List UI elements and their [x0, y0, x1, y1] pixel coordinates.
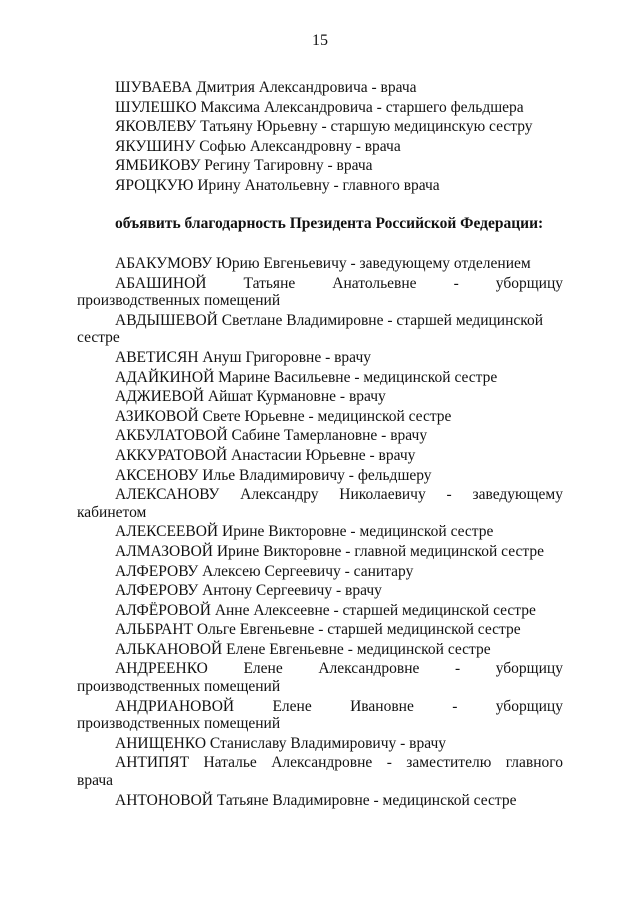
list-item-text: АККУРАТОВОЙ Анастасии Юрьевне - врачу	[115, 446, 416, 464]
word: -	[386, 754, 392, 772]
word: АБАШИНОЙ	[115, 274, 207, 292]
list-item	[77, 407, 563, 427]
list-item	[77, 485, 563, 522]
list-item-text	[77, 753, 563, 773]
word: Елене	[243, 660, 283, 678]
word: Татьяне	[243, 274, 296, 292]
list-item-text: АЛМАЗОВОЙ Ирине Викторовне - главной медицинской сестре	[115, 542, 544, 560]
word: Николаевичу	[339, 486, 426, 504]
list-item: ЯМБИКОВУ Регину Тагировну - врача	[115, 157, 373, 175]
word: Александру	[240, 486, 319, 504]
list-item-text: АЛЕКСЕЕВОЙ Ирине Викторовне - медицинской сестре	[115, 523, 494, 541]
list-item: ЯКУШИНУ Софью Александровну - врача	[115, 137, 401, 155]
list-item-text: АЗИКОВОЙ Свете Юрьевне - медицинской сестре	[115, 407, 452, 425]
word: Александровне	[271, 754, 373, 772]
list-item-text: АНИЩЕНКО Станиславу Владимировичу - врачу	[115, 734, 447, 752]
award-list-bottom	[77, 254, 563, 810]
list-item	[77, 426, 563, 446]
list-item-text: АДАЙКИНОЙ Марине Васильевне - медицинской сестре	[115, 368, 498, 386]
list-item-text: АДЖИЕВОЙ Айшат Курмановне - врачу	[115, 388, 386, 406]
list-item: ШУЛЕШКО Максима Александровича - старшего фельдшера	[115, 98, 524, 116]
word: Анатольевне	[332, 274, 417, 292]
list-item-text: АНТОНОВОЙ Татьяне Владимировне - медицинской сестре	[115, 791, 517, 809]
list-item: ЯРОЦКУЮ Ирину Анатольевну - главного врача	[115, 176, 440, 194]
page-number: 15	[312, 32, 328, 49]
list-item	[77, 274, 563, 311]
word: главного	[505, 754, 563, 772]
word: Наталье	[203, 754, 257, 772]
list-item	[77, 446, 563, 466]
word: заместителю	[406, 754, 492, 772]
list-item	[77, 659, 563, 696]
word: АЛЕКСАНОВУ	[115, 486, 220, 504]
list-item	[77, 753, 563, 790]
list-item	[77, 791, 563, 811]
list-item	[77, 254, 563, 274]
word: Александровне	[318, 660, 420, 678]
list-item	[77, 522, 563, 542]
list-item	[77, 368, 563, 388]
word: уборщицу	[495, 274, 563, 292]
list-item	[77, 542, 563, 562]
list-item-continuation: производственных помещений	[77, 292, 281, 310]
list-item: ШУВАЕВА Дмитрия Александровича - врача	[115, 79, 417, 96]
list-item	[77, 387, 563, 407]
list-item-text: АВДЫШЕВОЙ Светлане Владимировне - старшей медицинской	[115, 311, 544, 329]
list-item-text: АКБУЛАТОВОЙ Сабине Тамерлановне - врачу	[115, 427, 428, 445]
word: -	[454, 660, 461, 678]
list-item-text: АЛФЕРОВУ Алексею Сергеевичу - санитару	[115, 562, 414, 580]
list-item-text: АЛФЕРОВУ Антону Сергеевичу - врачу	[115, 582, 382, 600]
list-item-continuation: кабинетом	[77, 503, 147, 521]
list-item-text: АБАКУМОВУ Юрию Евгеньевичу - заведующему отделением	[115, 255, 531, 272]
word: уборщицу	[495, 660, 563, 678]
list-item	[77, 601, 563, 621]
list-item	[77, 697, 563, 734]
word: уборщицу	[495, 697, 563, 715]
list-item-continuation: производственных помещений	[77, 715, 281, 733]
list-item	[77, 311, 563, 348]
list-item	[77, 620, 563, 640]
word: заведующему	[472, 486, 563, 504]
list-item	[77, 348, 563, 368]
list-item	[77, 466, 563, 486]
list-item-text: АЛЬКАНОВОЙ Елене Евгеньевне - медицинской сестре	[115, 640, 491, 658]
list-item-text: АВЕТИСЯН Ануш Григоровне - врачу	[115, 348, 371, 366]
section-heading: объявить благодарность Президента Российской Федерации:	[115, 215, 544, 232]
list-item-text: АКСЕНОВУ Илье Владимировичу - фельдшеру	[115, 466, 432, 484]
word: АНДРЕЕНКО	[115, 660, 208, 678]
list-item-continuation: врача	[77, 772, 114, 790]
word: АНДРИАНОВОЙ	[115, 697, 235, 715]
word: -	[452, 697, 458, 715]
word: АНТИПЯТ	[115, 754, 190, 772]
list-item: ЯКОВЛЕВУ Татьяну Юрьевну - старшую медицинскую сестру	[115, 118, 533, 136]
list-item-continuation: производственных помещений	[77, 678, 281, 696]
word: Елене	[272, 697, 312, 715]
list-item	[77, 640, 563, 660]
list-item-text: АЛЬБРАНТ Ольге Евгеньевне - старшей медицинской сестре	[115, 621, 521, 639]
word: -	[453, 274, 459, 292]
list-item-text: АЛФЁРОВОЙ Анне Алексеевне - старшей медицинской сестре	[115, 601, 536, 619]
list-item	[77, 734, 563, 754]
list-item	[77, 581, 563, 601]
word: -	[446, 486, 452, 504]
award-list-top	[77, 78, 563, 196]
word: Ивановне	[350, 697, 414, 715]
list-item-continuation: сестре	[77, 329, 120, 347]
list-item	[77, 562, 563, 582]
